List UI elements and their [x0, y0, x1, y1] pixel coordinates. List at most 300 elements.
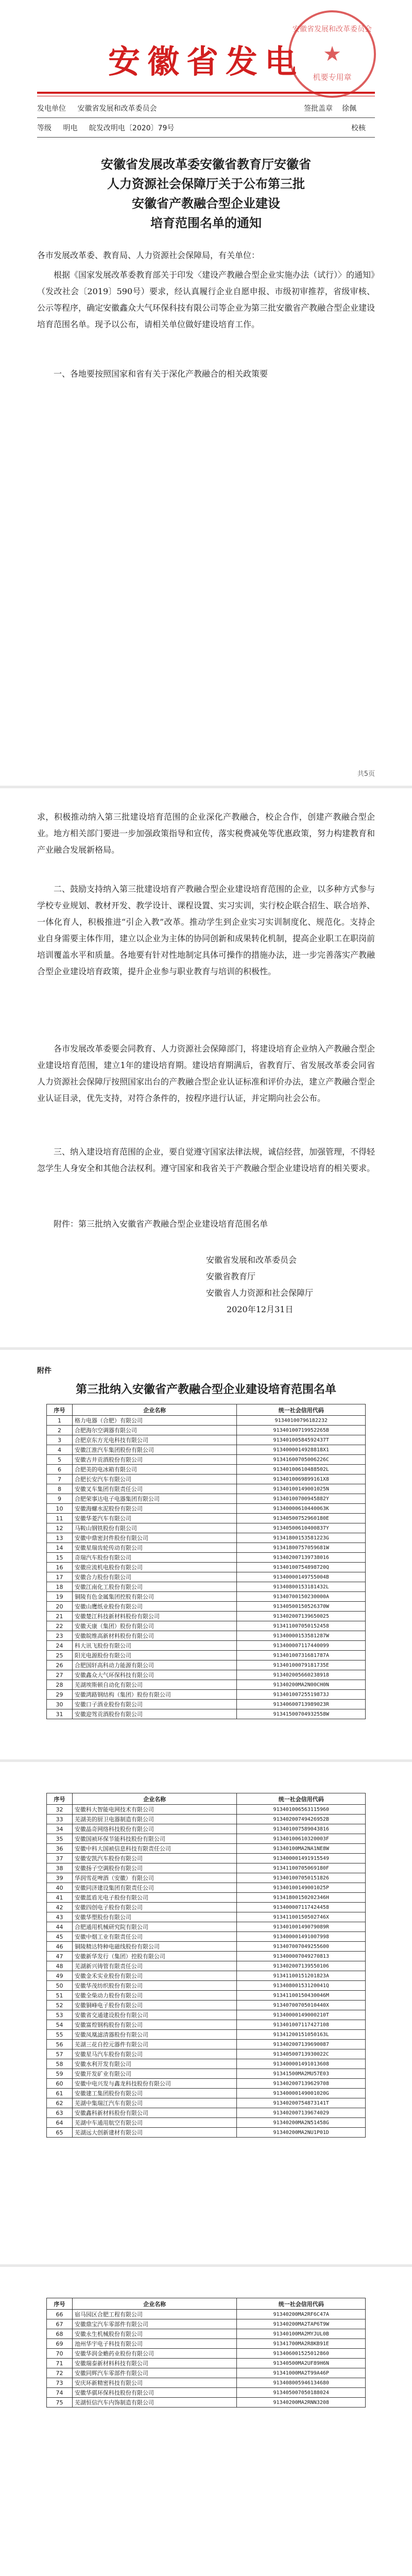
table-row — [47, 1942, 366, 1952]
table-row — [47, 1912, 366, 1922]
row-number: 7 — [47, 1475, 73, 1484]
row-number: 66 — [47, 2310, 73, 2319]
table-row — [47, 1563, 366, 1572]
company-name: 合肥长安汽车有限公司 — [72, 1475, 237, 1484]
row-number: 12 — [47, 1523, 73, 1533]
table-row — [47, 2310, 366, 2319]
company-table — [46, 1404, 366, 1719]
credit-code: 913408005946134680 — [237, 2378, 366, 2388]
company-name: 池州华宇电子科技有限公司 — [72, 2339, 236, 2349]
company-name: 安徽国祯环保节能科技股份有限公司 — [72, 1834, 237, 1844]
doc-number: 皖发改明电〔2020〕79号 — [89, 124, 175, 132]
notice-title-line: 安徽省发展改革委安徽省教育厅安徽省 — [101, 157, 311, 172]
company-name: 铜陵有色金属集团控股有限公司 — [72, 1592, 237, 1602]
company-name: 马鞍山钢铁股份有限公司 — [72, 1523, 237, 1533]
table-row — [47, 1961, 366, 1971]
company-name: 芜湖美的厨卫电器制造有限公司 — [72, 1815, 237, 1824]
credit-code: 913405007050188024 — [237, 2388, 366, 2398]
company-name: 安徽鼎宝汽车零部件有限公司 — [72, 2319, 236, 2329]
column-header: 序号 — [47, 1404, 73, 1416]
company-name: 安徽鸿路钢结构（集团）股份有限公司 — [72, 1690, 237, 1700]
credit-code: 913401007589043816 — [237, 1824, 366, 1834]
credit-code: 91340000149755004B — [237, 1572, 366, 1582]
credit-code: 91341700MA2R8KB91E — [237, 2339, 366, 2349]
credit-code: 91340100584592437T — [237, 1435, 366, 1445]
seal-bottom-text: 机要专用章 — [313, 73, 352, 82]
company-name: 安徽富煌钢构股份有限公司 — [72, 2020, 237, 2030]
table-row — [47, 2349, 366, 2359]
credit-code: 913400007049270813 — [237, 1952, 366, 1961]
credit-code: 913401007050151826 — [237, 1873, 366, 1883]
table-row — [47, 1680, 366, 1690]
company-name: 芜湖新兴铸管有限责任公司 — [72, 1961, 237, 1971]
body-paragraph-3: 求，积极推动纳入第三批建设培育范围的企业深化产教融合，校企合作，创建产教融合型企业。地方相关部门要进一步加强政策指导和宣传，落实税费减免等优惠政策，努力构建教育和产业融合发展新格局。 — [37, 812, 375, 855]
company-name: 安徽建工集团股份有限公司 — [72, 2089, 237, 2098]
row-number: 70 — [47, 2349, 73, 2359]
credit-code: 91340600713989023R — [237, 1700, 366, 1709]
document-page-3 — [0, 1350, 412, 1762]
signer-label: 签批盖章 — [304, 105, 333, 113]
table-row — [47, 2089, 366, 2098]
table-row — [47, 1709, 366, 1719]
document-page-5 — [0, 2267, 412, 2576]
table-row — [47, 1834, 366, 1844]
table-row — [47, 1435, 366, 1445]
company-name: 安徽江淮汽车集团股份有限公司 — [72, 1445, 237, 1455]
company-name: 合肥国轩高科动力能源有限公司 — [72, 1660, 237, 1670]
page-count: 共5页 — [357, 770, 375, 778]
column-header: 统一社会信用代码 — [237, 1793, 366, 1805]
company-name: 芜湖中车通用航空有限公司 — [72, 2118, 237, 2128]
company-name: 安徽合力股份有限公司 — [72, 1572, 237, 1582]
table-row — [47, 1533, 366, 1543]
row-number: 65 — [47, 2128, 73, 2138]
table-row — [47, 2030, 366, 2040]
table-row — [47, 2069, 366, 2079]
row-number: 45 — [47, 1932, 73, 1942]
row-number: 17 — [47, 1572, 73, 1582]
table-row — [47, 2059, 366, 2069]
company-name: 安徽四创电子股份有限公司 — [72, 1903, 237, 1912]
company-name: 安徽鑫科新材料股份有限公司 — [72, 2108, 237, 2118]
row-number: 71 — [47, 2359, 73, 2368]
meta-divider — [37, 117, 375, 118]
table-row — [47, 1621, 366, 1631]
credit-code: 91341500MA2MU57E03 — [237, 2069, 366, 2079]
row-number: 53 — [47, 2010, 73, 2020]
notice-title — [41, 155, 371, 233]
table-row — [47, 1932, 366, 1942]
credit-code: 913402005660238918 — [237, 1670, 366, 1680]
credit-code: 91341800757059681W — [237, 1543, 366, 1553]
company-name: 安徽中鼎密封件股份有限公司 — [72, 1533, 237, 1543]
level-value: 明电 — [63, 124, 78, 132]
company-name: 安徽永生机械股份有限公司 — [72, 2329, 236, 2339]
column-header: 企业名称 — [72, 1404, 237, 1416]
credit-code: 913411007050152458 — [237, 1621, 366, 1631]
row-number: 26 — [47, 1660, 73, 1670]
row-number: 60 — [47, 2079, 73, 2089]
table-row — [47, 1952, 366, 1961]
credit-code: 91340100796182232 — [237, 1416, 366, 1426]
table-row — [47, 2368, 366, 2378]
seal-ring-text: 安徽省发展和改革委员会 — [293, 25, 372, 33]
row-number: 37 — [47, 1854, 73, 1863]
table-row — [47, 1416, 366, 1426]
row-number: 19 — [47, 1592, 73, 1602]
credit-code: 91340800153181432L — [237, 1582, 366, 1592]
body-paragraph-6: 三、纳入建设培育范围的企业，要自觉遵守国家法律法规，诚信经营，加强管理，不得轻忽学生人身安全和其他合法权利。遵守国家和我省关于产教融合型企业建设培育的相关要求。 — [37, 1147, 375, 1173]
column-header: 企业名称 — [72, 2298, 236, 2310]
row-number: 13 — [47, 1533, 73, 1543]
table-row — [47, 1523, 366, 1533]
company-name: 安徽安凯汽车股份有限公司 — [72, 1854, 237, 1863]
company-name: 安徽蓝盾光电子股份有限公司 — [72, 1893, 237, 1903]
credit-code: 91340100731681787A — [237, 1651, 366, 1660]
row-number: 11 — [47, 1514, 73, 1523]
credit-code: 91340100719952265B — [237, 1426, 366, 1435]
credit-code: 91341100151201823A — [237, 1971, 366, 1981]
credit-code: 91341600705006226C — [237, 1455, 366, 1465]
table-row — [47, 2079, 366, 2089]
credit-code: 913406001525012860 — [237, 2349, 366, 2359]
company-name: 安徽水利开发有限公司 — [72, 2059, 237, 2069]
table-row — [47, 1873, 366, 1883]
row-number: 1 — [47, 1416, 73, 1426]
company-name: 安徽金禾实业股份有限公司 — [72, 1971, 237, 1981]
table-row — [47, 2319, 366, 2329]
credit-code: 91340500610400837Y — [237, 1523, 366, 1533]
table-row — [47, 1543, 366, 1553]
table-row — [47, 1883, 366, 1893]
credit-code: 913402007139674029 — [237, 2108, 366, 2118]
signatory-org: 安徽省发展和改革委员会 — [206, 1255, 297, 1265]
credit-code: 91340700705010440X — [237, 2001, 366, 2010]
signatory-org: 安徽省教育厅 — [206, 1272, 256, 1281]
table-row — [47, 1465, 366, 1475]
table-row — [47, 1651, 366, 1660]
credit-code: 91340500150526370W — [237, 1602, 366, 1612]
notice-title-line: 培育范围名单的通知 — [150, 215, 262, 230]
table-row — [47, 1445, 366, 1455]
official-seal-icon — [288, 10, 376, 98]
company-name: 安徽扬子空调股份有限公司 — [72, 1863, 237, 1873]
row-number: 58 — [47, 2059, 73, 2069]
company-name: 安徽星马汽车股份有限公司 — [72, 2049, 237, 2059]
table-row — [47, 1863, 366, 1873]
column-header: 统一社会信用代码 — [237, 1404, 366, 1416]
row-number: 15 — [47, 1553, 73, 1563]
credit-code: 91340100MA2MYJUL0B — [237, 2329, 366, 2339]
credit-code: 91340500MA2UF89H6N — [237, 2359, 366, 2368]
attachment-label: 附件 — [37, 1367, 52, 1375]
credit-code: 913400001491007998 — [237, 1932, 366, 1942]
credit-code: 91340200MA2NU1P01D — [237, 2128, 366, 2138]
company-name: 安徽迎驾贡酒股份有限公司 — [72, 1709, 237, 1719]
table-row — [47, 2001, 366, 2010]
company-name: 合肥荣事达电子电器集团有限公司 — [72, 1494, 237, 1504]
row-number: 42 — [47, 1903, 73, 1912]
table-row — [47, 2329, 366, 2339]
credit-code: 91341000MA2T99A46P — [237, 2368, 366, 2378]
credit-code: 91340500752960180E — [237, 1514, 366, 1523]
body-paragraph-5: 各市发展改革委要会同教育、人力资源社会保障部门，将建设培育企业纳入产教融合型企业建设培育范围，建立1年的建设培育期。建设培育期满后，省教育厅、省发展改革委会同省人力资源社会保障厅按照国家出台的产教融合型企业认证标准和评价办法，建立产教融合型企业认证目录，优先支持，对符合条件的，按程序进行认证，并定期向社会公布。 — [37, 1044, 375, 1103]
table-row — [47, 1805, 366, 1815]
table-row — [47, 2040, 366, 2049]
credit-code: 91341800153581223G — [237, 1533, 366, 1543]
signer-value: 徐佩 — [342, 105, 356, 113]
document-page-4 — [0, 1762, 412, 2267]
row-number: 27 — [47, 1670, 73, 1680]
level-row — [37, 123, 375, 133]
row-number: 59 — [47, 2069, 73, 2079]
table-row — [47, 1981, 366, 1991]
table-row — [47, 1854, 366, 1863]
table-row — [47, 2098, 366, 2108]
company-name: 安徽新华发行（集团）控股有限公司 — [72, 1952, 237, 1961]
company-name: 安徽中科大国祯信息科技有限责任公司 — [72, 1844, 237, 1854]
company-name: 安徽江南化工股份有限公司 — [72, 1582, 237, 1592]
company-name: 安徽同辉汽车零部件有限公司 — [72, 2368, 236, 2378]
row-number: 64 — [47, 2118, 73, 2128]
company-name: 安徽同济建设集团有限责任公司 — [72, 1883, 237, 1893]
row-number: 14 — [47, 1543, 73, 1553]
table-row — [47, 1602, 366, 1612]
credit-code: 913400001491013608 — [237, 2059, 366, 2069]
row-number: 63 — [47, 2108, 73, 2118]
credit-code: 91340200MA2RNN3208 — [237, 2398, 366, 2408]
table-row — [47, 1991, 366, 2001]
row-number: 28 — [47, 1680, 73, 1690]
row-number: 44 — [47, 1922, 73, 1932]
row-number: 54 — [47, 2020, 73, 2030]
notice-title-line: 人力资源社会保障厅关于公布第三批 — [107, 176, 305, 191]
row-number: 41 — [47, 1893, 73, 1903]
credit-code: 91340200MA2RF6C47A — [237, 2310, 366, 2319]
attachment-note: 附件：第三批纳入安徽省产教融合型企业建设培育范围名单 — [54, 1219, 268, 1229]
table-row — [47, 1514, 366, 1523]
row-number: 3 — [47, 1435, 73, 1445]
company-name: 安徽科大智能电网技术有限公司 — [72, 1805, 237, 1815]
seal-star-icon: ★ — [323, 42, 341, 66]
table-row — [47, 1612, 366, 1621]
row-number: 6 — [47, 1465, 73, 1475]
row-number: 69 — [47, 2339, 73, 2349]
credit-code: 913400007117424458 — [237, 1903, 366, 1912]
credit-code: 91340000149001020G — [237, 2089, 366, 2098]
row-number: 74 — [47, 2388, 73, 2398]
credit-code: 913401007117427108 — [237, 2020, 366, 2030]
column-header: 序号 — [47, 1793, 73, 1805]
company-name: 安徽华菱汽车有限公司 — [72, 1514, 237, 1523]
credit-code: 9134000014928818X1 — [237, 1445, 366, 1455]
credit-code: 91341200151050163L — [237, 2030, 366, 2040]
company-name: 安徽瑞泰新材料科技有限公司 — [72, 2359, 236, 2368]
company-name: 安徽鑫众大气环保科技有限公司 — [72, 1670, 237, 1680]
row-number: 9 — [47, 1494, 73, 1504]
credit-code: 91340200MA2TAP6T9W — [237, 2319, 366, 2329]
company-name: 奇瑞汽车股份有限公司 — [72, 1553, 237, 1563]
table-row — [47, 1844, 366, 1854]
row-number: 47 — [47, 1952, 73, 1961]
credit-code: 91340700150230000A — [237, 1592, 366, 1602]
copy-label: 校核 — [351, 124, 366, 132]
credit-code: 91340100725519873J — [237, 1690, 366, 1700]
column-header: 统一社会信用代码 — [237, 2298, 366, 2310]
company-name: 安徽应流机电股份有限公司 — [72, 1563, 237, 1572]
company-name: 安徽华骐环保科技股份有限公司 — [72, 2388, 236, 2398]
level-label: 等级 — [37, 124, 52, 132]
credit-code: 91340500713930022C — [237, 2049, 366, 2059]
row-number: 38 — [47, 1863, 73, 1873]
row-number: 32 — [47, 1805, 73, 1815]
company-name: 芜湖埃斯顿自动化有限公司 — [72, 1680, 237, 1690]
row-number: 62 — [47, 2098, 73, 2108]
credit-code: 91340100149001025P — [237, 1883, 366, 1893]
credit-code: 913400001491915549 — [237, 1854, 366, 1863]
attachment-title: 第三批纳入安徽省产教融合型企业建设培育范围名单 — [75, 1383, 336, 1396]
company-name: 安徽铜峰电子股份有限公司 — [72, 2001, 237, 2010]
credit-code: 91340100149001025N — [237, 1484, 366, 1494]
company-name: 铜陵精达特种电磁线股份有限公司 — [72, 1942, 237, 1952]
table-header-row — [47, 1404, 366, 1416]
credit-code: 91341100150430046M — [237, 1991, 366, 2001]
row-number: 24 — [47, 1641, 73, 1651]
table-row — [47, 2359, 366, 2368]
body-paragraph-1: 根据《国家发展改革委教育部关于印发〈建设产教融合型企业实施办法（试行）〉的通知》（发改社会〔2019〕590号）要求，经认真履行企业自愿申报、市级初审推荐，省级审核、公示等程序，确定安徽鑫众大气环保科技有限公司等企业为第三批安徽省产教融合型企业建设培育范围名单。现予以公布，请相关单位做好建设培育工作。 — [37, 270, 375, 329]
credit-code: 913400007117440099 — [237, 1641, 366, 1651]
credit-code: 91340200MA2N51458G — [237, 2118, 366, 2128]
table-row — [47, 1484, 366, 1494]
company-name: 芜湖三花自控元器件有限公司 — [72, 2040, 237, 2049]
credit-code: 91340100610320003F — [237, 1834, 366, 1844]
row-number: 34 — [47, 1824, 73, 1834]
credit-code: 91340100MA2NA1NE8W — [237, 1844, 366, 1854]
credit-code: 91340200MA2N00CH0N — [237, 1680, 366, 1690]
credit-code: 91340800153120041Q — [237, 1981, 366, 1991]
table-row — [47, 2388, 366, 2398]
company-name: 安徽中电兴发与鑫龙科技股份有限公司 — [72, 2079, 237, 2089]
table-row — [47, 1631, 366, 1641]
credit-code: 91341100150502746X — [237, 1912, 366, 1922]
credit-code: 913402007139650025 — [237, 1612, 366, 1621]
table-row — [47, 1572, 366, 1582]
credit-code: 9134010069899161X8 — [237, 1475, 366, 1484]
company-name: 安徽叉车集团有限责任公司 — [72, 1484, 237, 1494]
company-name: 华润雪花啤酒（安徽）有限公司 — [72, 1873, 237, 1883]
table-row — [47, 2118, 366, 2128]
table-row — [47, 1475, 366, 1484]
company-name: 安徽省交通建设股份有限公司 — [72, 2010, 237, 2020]
company-name: 合肥海尔空调器有限公司 — [72, 1426, 237, 1435]
company-name: 安徽全柴动力股份有限公司 — [72, 1991, 237, 2001]
company-name: 安徽凤凰滤清器股份有限公司 — [72, 2030, 237, 2040]
credit-code: 913402007139738016 — [237, 1553, 366, 1563]
credit-code: 91340100700945882Y — [237, 1494, 366, 1504]
credit-code: 91340200754873141T — [237, 2098, 366, 2108]
row-number: 23 — [47, 1631, 73, 1641]
company-name: 芜湖远大创新建材有限公司 — [72, 2128, 237, 2138]
row-number: 39 — [47, 1873, 73, 1883]
table-row — [47, 1553, 366, 1563]
row-number: 36 — [47, 1844, 73, 1854]
signature-date: 2020年12月31日 — [227, 1304, 294, 1314]
meta-divider — [37, 137, 375, 138]
table-row — [47, 2020, 366, 2030]
company-name: 安庆环新精密科技有限公司 — [72, 2378, 236, 2388]
row-number: 30 — [47, 1700, 73, 1709]
table-row — [47, 1494, 366, 1504]
row-number: 57 — [47, 2049, 73, 2059]
credit-code: 913401006563115960 — [237, 1805, 366, 1815]
company-name: 合肥京东方光电科技有限公司 — [72, 1435, 237, 1445]
credit-code: 91340000610440063K — [237, 1504, 366, 1514]
row-number: 21 — [47, 1612, 73, 1621]
company-name: 芜湖中集瑞江汽车有限公司 — [72, 2098, 237, 2108]
column-header: 企业名称 — [72, 1793, 237, 1805]
row-number: 49 — [47, 1971, 73, 1981]
company-table — [46, 1793, 366, 2138]
table-row — [47, 1815, 366, 1824]
credit-code: 91340200749426952B — [237, 1815, 366, 1824]
row-number: 2 — [47, 1426, 73, 1435]
credit-code: 91340000149000210T — [237, 2010, 366, 2020]
table-row — [47, 1582, 366, 1592]
row-number: 72 — [47, 2368, 73, 2378]
table-row — [47, 2339, 366, 2349]
company-name: 安徽海螺水泥股份有限公司 — [72, 1504, 237, 1514]
company-table — [46, 2298, 366, 2408]
company-name: 安徽晶奇网络科技股份有限公司 — [72, 1824, 237, 1834]
row-number: 18 — [47, 1582, 73, 1592]
credit-code: 91340100610488502L — [237, 1465, 366, 1475]
row-number: 68 — [47, 2329, 73, 2339]
notice-title-line: 安徽省产教融合型企业建设 — [132, 196, 280, 211]
row-number: 22 — [47, 1621, 73, 1631]
row-number: 5 — [47, 1455, 73, 1465]
table-row — [47, 1455, 366, 1465]
credit-code: 91340000153581287W — [237, 1631, 366, 1641]
table-row — [47, 1504, 366, 1514]
row-number: 29 — [47, 1690, 73, 1700]
sender-label: 发电单位 — [37, 105, 66, 113]
company-name: 阳光电源股份有限公司 — [72, 1651, 237, 1660]
row-number: 8 — [47, 1484, 73, 1494]
table-row — [47, 2010, 366, 2020]
table-row — [47, 1426, 366, 1435]
body-paragraph-2: 一、各地要按照国家和省有关于深化产教融合的相关政策要 — [54, 369, 268, 379]
table-row — [47, 1690, 366, 1700]
table-header-row — [47, 1793, 366, 1805]
row-number: 75 — [47, 2398, 73, 2408]
company-name: 安徽星瑞齿轮传动有限公司 — [72, 1543, 237, 1553]
column-header: 序号 — [47, 2298, 73, 2310]
table-row — [47, 1893, 366, 1903]
row-number: 51 — [47, 1991, 73, 2001]
table-row — [47, 1592, 366, 1602]
credit-code: 91341100705069180F — [237, 1863, 366, 1873]
row-number: 61 — [47, 2089, 73, 2098]
row-number: 52 — [47, 2001, 73, 2010]
company-name: 安徽中烟工业有限责任公司 — [72, 1932, 237, 1942]
company-name: 安徽开发矿业有限公司 — [72, 2069, 237, 2079]
company-name: 安徽华茂纺织股份有限公司 — [72, 1981, 237, 1991]
salutation: 各市发展改革委、教育局、人力资源社会保障局，有关单位： — [37, 250, 260, 260]
company-name: 格力电器（合肥）有限公司 — [72, 1416, 237, 1426]
table-header-row — [47, 2298, 366, 2310]
row-number: 67 — [47, 2319, 73, 2329]
sender-row — [37, 103, 375, 113]
